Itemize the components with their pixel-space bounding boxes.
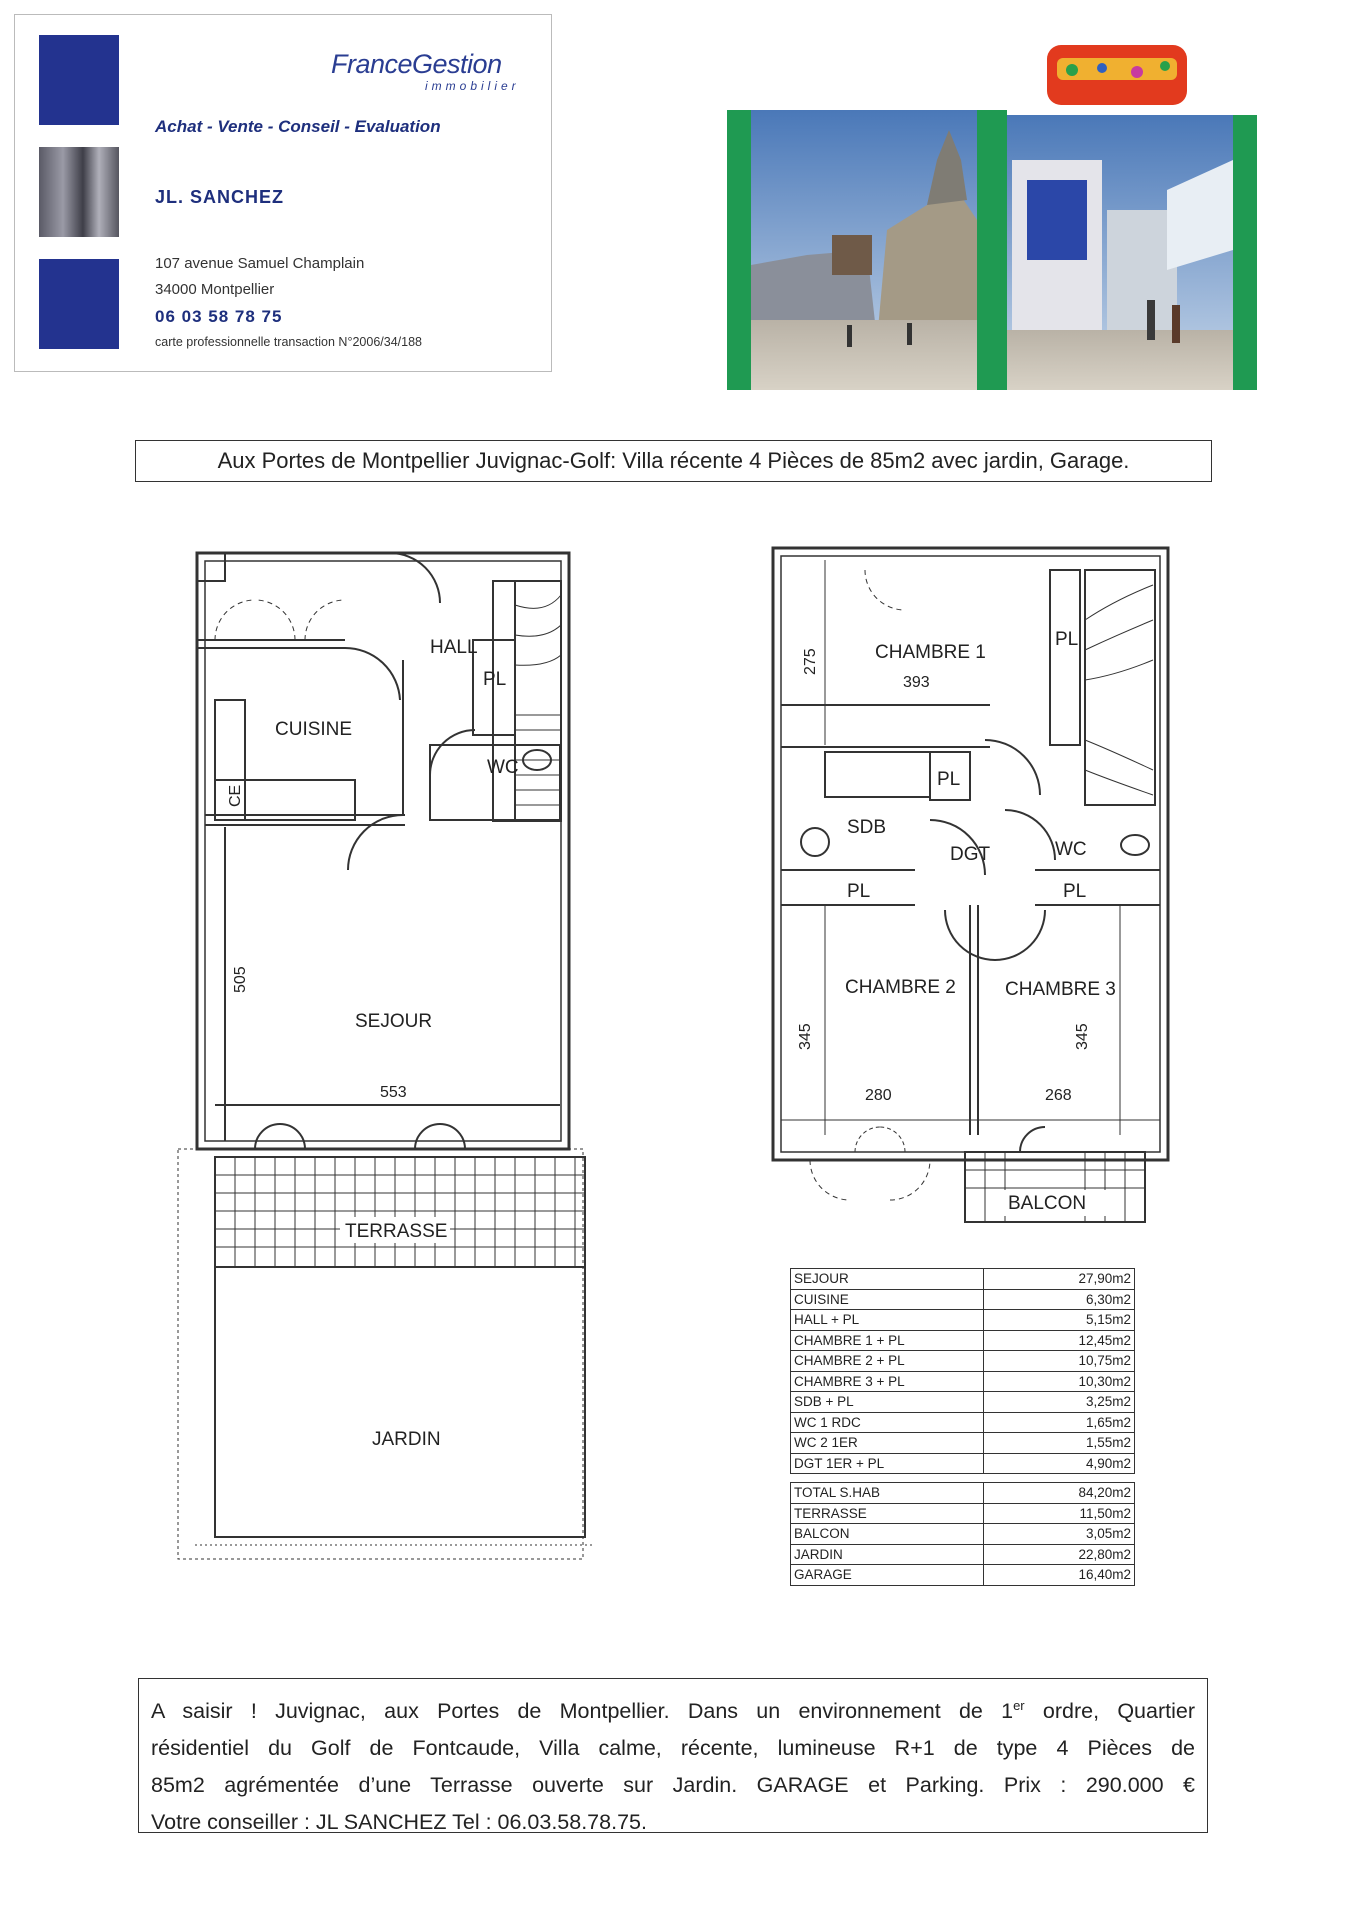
surface-row [791, 1565, 1135, 1586]
surface-value: 11,50m2 [983, 1503, 1134, 1524]
surface-label: HALL + PL [791, 1310, 984, 1331]
agent-name: JL. SANCHEZ [155, 187, 285, 207]
room-label-chambre-1: CHAMBRE 1 [875, 642, 986, 663]
surface-label: WC 1 RDC [791, 1412, 984, 1433]
surface-row [791, 1310, 1135, 1331]
surface-value: 10,30m2 [983, 1371, 1134, 1392]
surface-value: 1,65m2 [983, 1412, 1134, 1433]
card-tagline: Achat - Vente - Conseil - Evaluation [155, 117, 441, 136]
room-label-wc: WC [487, 757, 519, 778]
ground-floor-plan [175, 545, 605, 1605]
description-line-2: résidentiel du Golf de Fontcaude, Villa calme, récente, lumineuse R+1 de type 4 Pièces de [151, 1736, 1195, 1760]
surface-value: 10,75m2 [983, 1351, 1134, 1372]
surface-row [791, 1433, 1135, 1454]
room-label-chambre-3: CHAMBRE 3 [1005, 979, 1116, 1000]
dim-chambre-2-height: 345 [797, 1023, 814, 1050]
listing-description [138, 1678, 1208, 1833]
room-label-pl: PL [483, 669, 507, 690]
card-building-photo [39, 147, 119, 237]
surface-label: DGT 1ER + PL [791, 1453, 984, 1474]
dim-chambre-1-width: 393 [903, 674, 930, 691]
listing-title: Aux Portes de Montpellier Juvignac-Golf: Villa récente 4 Pièces de 85m2 avec jardin, Garage. [135, 440, 1212, 482]
dim-chambre-3-width: 268 [1045, 1087, 1072, 1104]
city-photo [727, 40, 1257, 390]
surface-row [791, 1453, 1135, 1474]
room-label-wc-1er: WC [1055, 839, 1087, 860]
surface-label: CHAMBRE 3 + PL [791, 1371, 984, 1392]
description-line-1: A saisir ! Juvignac, aux Portes de Montpellier. Dans un environnement de 1er ordre, Quartier [151, 1697, 1195, 1723]
room-label-pl-left: PL [847, 881, 871, 902]
address-line-2: 34000 Montpellier [155, 281, 275, 298]
surface-label: SEJOUR [791, 1269, 984, 1290]
surface-row [791, 1371, 1135, 1392]
surface-value: 1,55m2 [983, 1433, 1134, 1454]
card-blue-square-bottom [39, 259, 119, 349]
first-floor-plan [765, 540, 1185, 1230]
surface-row [791, 1351, 1135, 1372]
surface-value: 3,05m2 [983, 1524, 1134, 1545]
room-label-dgt: DGT [950, 844, 991, 865]
card-blue-square-top [39, 35, 119, 125]
surface-value: 5,15m2 [983, 1310, 1134, 1331]
room-label-balcon: BALCON [1008, 1193, 1087, 1214]
description-line-4: Votre conseiller : JL SANCHEZ Tel : 06.03.58.78.75. [151, 1810, 647, 1834]
room-label-pl-right: PL [1063, 881, 1087, 902]
surface-row [791, 1544, 1135, 1565]
surface-table [790, 1268, 1135, 1586]
surface-row [791, 1392, 1135, 1413]
address-line-1: 107 avenue Samuel Champlain [155, 255, 365, 272]
surface-label: GARAGE [791, 1565, 984, 1586]
description-line-3: 85m2 agrémentée d’une Terrasse ouverte sur Jardin. GARAGE et Parking. Prix : 290.000 € [151, 1773, 1195, 1797]
room-label-terrasse: TERRASSE [345, 1221, 448, 1242]
dim-chambre-2-width: 280 [865, 1087, 892, 1104]
surface-value: 27,90m2 [983, 1269, 1134, 1290]
room-label-sdb: SDB [847, 817, 887, 838]
surface-value: 4,90m2 [983, 1453, 1134, 1474]
room-label-cuisine: CUISINE [275, 719, 353, 740]
surface-value: 84,20m2 [983, 1483, 1134, 1504]
surface-row [791, 1524, 1135, 1545]
surface-value: 12,45m2 [983, 1330, 1134, 1351]
surface-value: 3,25m2 [983, 1392, 1134, 1413]
brand-subtitle: immobilier [425, 79, 520, 93]
dim-chambre-3-height: 345 [1074, 1023, 1091, 1050]
surface-row [791, 1412, 1135, 1433]
surface-value: 16,40m2 [983, 1565, 1134, 1586]
surface-row [791, 1269, 1135, 1290]
surface-label: CHAMBRE 2 + PL [791, 1351, 984, 1372]
room-label-ce: CE [227, 784, 244, 807]
surface-label: CHAMBRE 1 + PL [791, 1330, 984, 1351]
surface-row [791, 1483, 1135, 1504]
room-label-chambre-2: CHAMBRE 2 [845, 977, 956, 998]
room-label-jardin: JARDIN [372, 1429, 441, 1450]
dim-chambre-1-height: 275 [802, 648, 819, 675]
license-number: carte professionnelle transaction N°2006/34/188 [155, 335, 422, 349]
room-label-hall: HALL [430, 637, 478, 658]
surface-label: SDB + PL [791, 1392, 984, 1413]
room-label-sejour: SEJOUR [355, 1011, 433, 1032]
dim-sejour-width: 553 [380, 1084, 407, 1101]
surface-value: 22,80m2 [983, 1544, 1134, 1565]
surface-label: WC 2 1ER [791, 1433, 984, 1454]
surface-value: 6,30m2 [983, 1289, 1134, 1310]
business-card [14, 14, 552, 372]
surface-label: BALCON [791, 1524, 984, 1545]
agent-phone: 06 03 58 78 75 [155, 307, 283, 326]
surface-label: JARDIN [791, 1544, 984, 1565]
brand-logo: FranceGestion [331, 49, 502, 79]
room-label-pl-top: PL [1055, 629, 1079, 650]
surface-row [791, 1289, 1135, 1310]
surface-label: TOTAL S.HAB [791, 1483, 984, 1504]
surface-table-gap [791, 1474, 1135, 1483]
room-label-pl-sdb: PL [937, 769, 961, 790]
surface-label: TERRASSE [791, 1503, 984, 1524]
surface-label: CUISINE [791, 1289, 984, 1310]
dim-sejour-height: 505 [232, 966, 249, 993]
surface-row [791, 1503, 1135, 1524]
surface-row [791, 1330, 1135, 1351]
